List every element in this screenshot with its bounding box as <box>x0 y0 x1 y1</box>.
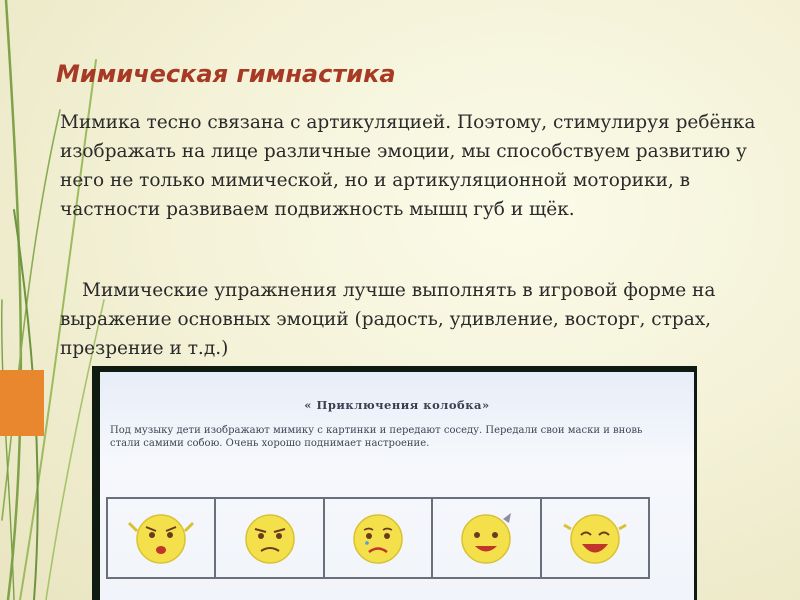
activity-photo <box>92 366 697 600</box>
photo-text: Под музыку дети изображают мимику с картинки и передают соседу. Передали свои маски и вновь стали самими собою. Очень хорошо поднимает настроение. <box>110 425 643 449</box>
paragraph-2: Мимические упражнения лучше выполнять в игровой форме на выражение основных эмоций (радость, удивление, восторг, страх, презрение и т.д.) <box>60 280 716 359</box>
face-cell-4 <box>433 499 541 577</box>
faces-row <box>106 497 650 579</box>
face-cell-5 <box>542 499 648 577</box>
photo-card <box>100 372 694 600</box>
happy-face-icon <box>453 505 519 571</box>
paragraph-1: Мимика тесно связана с артикуляцией. Поэтому, стимулируя ребёнка изображать на лице различные эмоции, мы способствуем развитию у него не только мимической, но и артикуляционной моторики, в частности развиваем подвижность мышц губ и щёк. <box>60 112 756 220</box>
slide-title: Мимическая гимнастика <box>56 60 396 88</box>
angry-face-icon <box>128 505 194 571</box>
face-cell-1 <box>108 499 216 577</box>
laughing-face-icon <box>562 505 628 571</box>
photo-title: « Приключения колобка» <box>304 398 490 412</box>
grumpy-face-icon <box>237 505 303 571</box>
face-cell-3 <box>325 499 433 577</box>
sad-face-icon <box>345 505 411 571</box>
face-cell-2 <box>216 499 324 577</box>
accent-bar <box>0 370 44 436</box>
